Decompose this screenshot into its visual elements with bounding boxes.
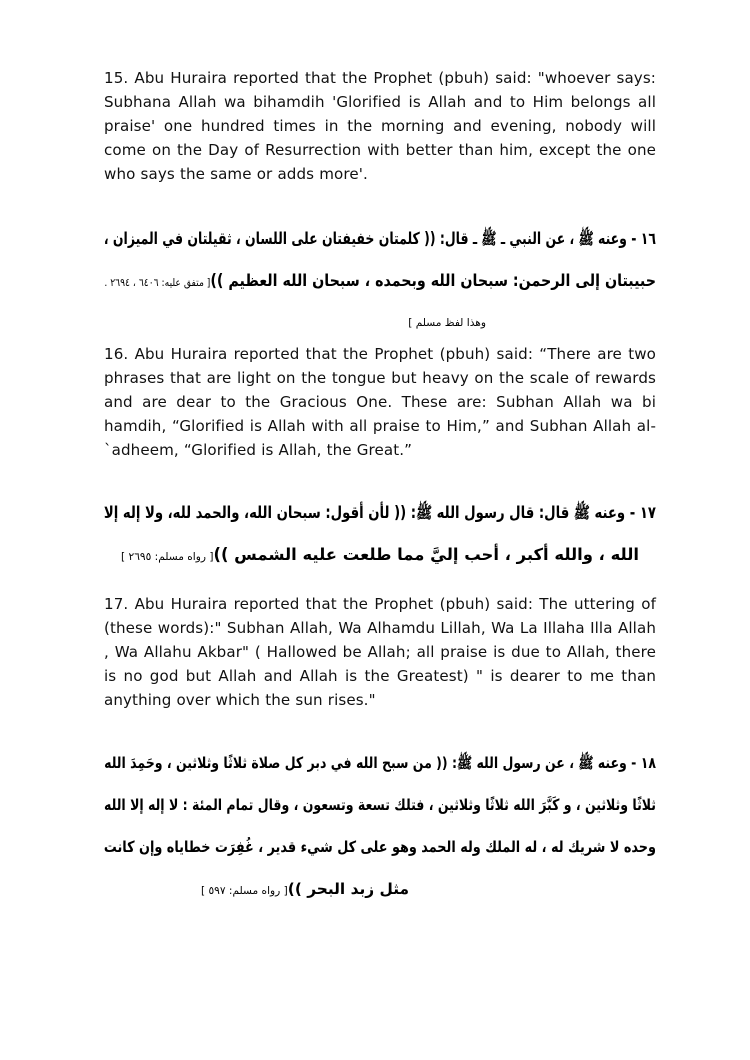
arabic-hadith-16-reference-1: [ متفق عليه: ٦٤٠٦ ، ٢٦٩٤ .	[104, 277, 211, 289]
arabic-hadith-18-line-4-text: مثل زبد البحر ))	[287, 880, 410, 898]
arabic-hadith-18-line-1: ١٨ - وعنه ﷺ ، عن رسول الله ﷺ: (( من سبح الله في دبر كل صلاة ثلاثًا وثلاثين ، وحَمِدَ الله	[104, 754, 656, 772]
hadith-16-english-text: 16. Abu Huraira reported that the Prophet (pbuh) said: “There are two phrases that are light on the tongue but heavy on the scale of rewards and are dear to the Gracious One. These are: Subhan Allah wa bi hamdih, “Glorified is Allah with all praise to Him,” and Subhan Allah al-`adheem, “Glorified is Allah, the Great.”	[104, 345, 656, 460]
arabic-hadith-16-line-2	[104, 260, 656, 304]
arabic-hadith-18-line-3: وحده لا شريك له ، له الملك وله الحمد وهو على كل شيء قدير ، غُفِرَت خطاياه وإن كانت	[103, 838, 656, 856]
arabic-hadith-17-line-2-text: الله ، والله أكبر ، أحب إليَّ مما طلعت عليه الشمس ))	[213, 545, 640, 564]
arabic-hadith-17-line-1: ١٧ - وعنه ﷺ قال: قال رسول الله ﷺ: (( لأن أقول: سبحان الله، والحمد لله، ولا إله إلا	[103, 503, 656, 522]
hadith-15-english-text: 15. Abu Huraira reported that the Prophet (pbuh) said: "whoever says: Subhana Allah wa bihamdih 'Glorified is Allah and to Him belongs all praise' one hundred times in the morning and evening, nobody will come on the Day of Resurrection with better than him, except the one who says the same or adds more'.	[104, 69, 656, 184]
arabic-hadith-18-line-4	[104, 868, 656, 912]
arabic-hadith-17-reference: [ رواه مسلم: ٢٦٩٥ ]	[120, 551, 214, 563]
arabic-hadith-18-line-2: ثلاثًا وثلاثين ، و كَبَّرَ الله ثلاثًا وثلاثين ، فتلك تسعة وتسعون ، وقال تمام المئة : لا إله إلا الله	[104, 796, 657, 814]
arabic-hadith-17-line-2	[104, 534, 656, 578]
arabic-hadith-16-block	[104, 218, 656, 340]
hadith-15-english-block	[104, 66, 656, 186]
arabic-hadith-18-reference: [ رواه مسلم: ٥٩٧ ]	[200, 885, 288, 897]
arabic-hadith-17-block	[104, 492, 656, 578]
arabic-hadith-16-line-2-text: حبيبتان إلى الرحمن: سبحان الله وبحمده ، سبحان الله العظيم ))	[210, 271, 656, 290]
arabic-hadith-18-block	[104, 742, 656, 912]
arabic-hadith-16-reference-2: وهذا لفظ مسلم ]	[408, 317, 486, 329]
arabic-hadith-16-line-3	[104, 304, 656, 340]
hadith-16-english-block	[104, 342, 656, 462]
hadith-17-english-block	[104, 592, 656, 712]
hadith-17-english-text: 17. Abu Huraira reported that the Prophet (pbuh) said: The uttering of (these words):" Subhan Allah, Wa Alhamdu Lillah, Wa La Illaha Illa Allah , Wa Allahu Akbar" ( Hallowed be Allah; all praise is due to Allah, there is no god but Allah and Allah is the Greatest) " is dearer to me than anything over which the sun rises."	[104, 595, 656, 710]
arabic-hadith-16-line-1: ١٦ - وعنه ﷺ ، عن النبي ـ ﷺ ـ قال: (( كلمتان خفيفتان على اللسان ، ثقيلتان في الميزان ،	[103, 229, 656, 248]
arabic-hadith-18-line-4-wrap	[201, 868, 559, 912]
